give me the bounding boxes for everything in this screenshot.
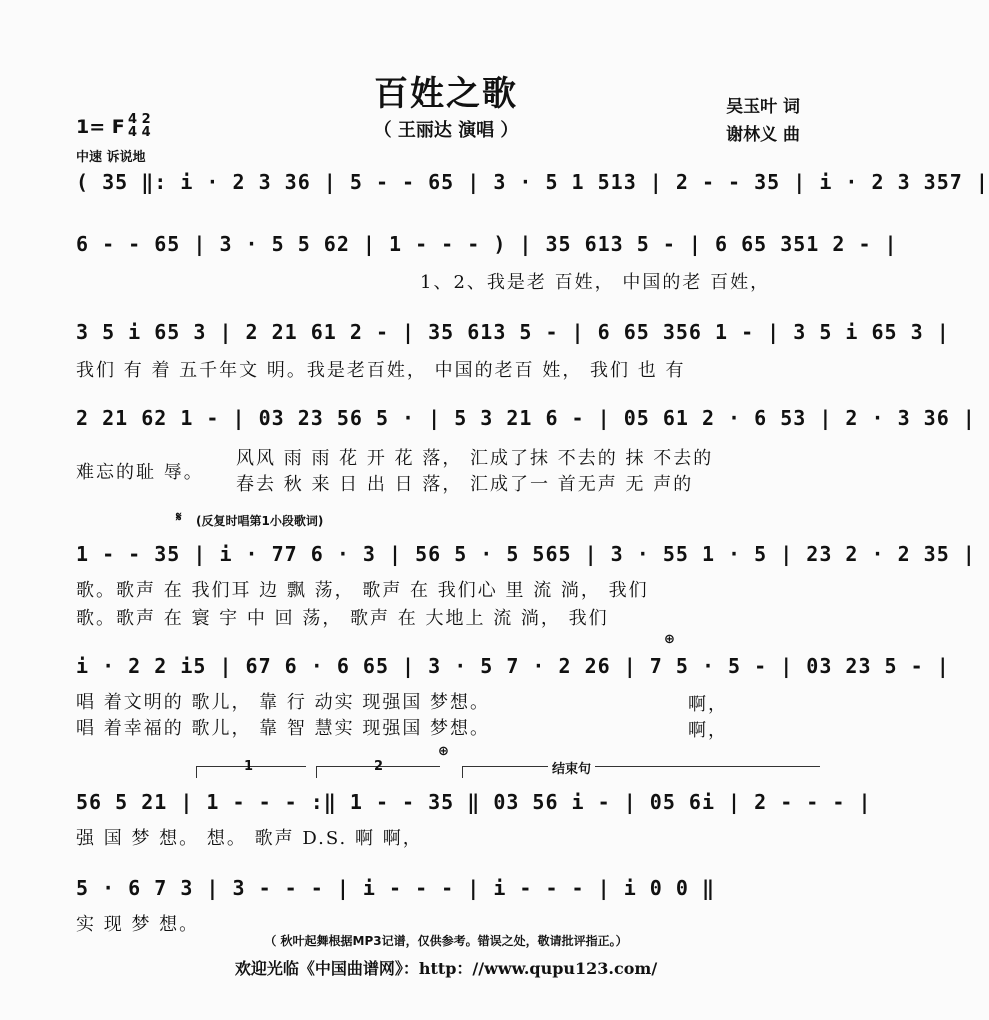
score-line-8: 5 · 6 7 3 | 3 - - - | i - - - | i - - - | i 0 0 ‖ — [76, 876, 716, 900]
ah-lyric-2: 啊， — [688, 720, 728, 741]
lyric-line-6a: 唱 着文明的 歌儿， 靠 行 动实 现强国 梦想。 — [76, 692, 491, 713]
tempo-marking: 中速 诉说地 — [76, 150, 146, 165]
lyric-line-5a: 歌。歌声 在 我们耳 边 飘 荡， 歌声 在 我们心 里 流 淌， 我们 — [76, 580, 649, 601]
lyric-line-6b: 唱 着幸福的 歌儿， 靠 智 慧实 现强国 梦想。 — [76, 718, 491, 739]
time-signature — [128, 113, 151, 139]
score-line-6: i · 2 2 i5 | 67 6 · 6 65 | 3 · 5 7 · 2 26 | 7 5 · 5 - | 03 23 5 - | — [76, 654, 950, 678]
lyric-line-8: 实 现 梦 想。 — [76, 914, 200, 935]
time-sig-bottom: 4 4 — [128, 125, 151, 140]
volta-1-tick — [196, 766, 197, 778]
lyric-line-2: 1、2、我是老 百姓， 中国的老 百姓， — [420, 272, 771, 293]
disclaimer: （ 秋叶起舞根据MP3记谱，仅供参考。错误之处，敬请批评指正。） — [264, 934, 628, 948]
score-line-5: 1 - - 35 | i · 77 6 · 3 | 56 5 · 5 565 | 3 · 55 1 · 5 | 23 2 · 2 35 | — [76, 542, 976, 566]
score-line-2: 6 - - 65 | 3 · 5 5 62 | 1 - - - ) | 35 613 5 - | 6 65 351 2 - | — [76, 232, 898, 256]
volta-1-label: 1 — [244, 759, 254, 774]
ending-label: 结束句 — [548, 758, 595, 777]
lyric-line-5b: 歌。歌声 在 寰 宇 中 回 荡， 歌声 在 大地上 流 淌， 我们 — [76, 608, 609, 629]
singer-credit: （ 王丽达 演唱 ） — [373, 120, 519, 141]
composer-credit: 谢林义 曲 — [726, 125, 800, 145]
score-line-4: 2 21 62 1 - | 03 23 56 5 · | 5 3 21 6 - | 05 61 2 · 6 53 | 2 · 3 36 | — [76, 406, 976, 430]
score-line-7: 56 5 21 | 1 - - - :‖ 1 - - 35 ‖ 03 56 i - | 05 6i | 2 - - - | — [76, 790, 872, 814]
lyric-line-4c: 春去 秋 来 日 出 日 落， 汇成了一 首无声 无 声的 — [236, 474, 694, 495]
volta-2-tick — [316, 766, 317, 778]
repeat-note: (反复时唱第1小段歌词) — [196, 514, 324, 528]
coda-icon: ⊕ — [664, 632, 675, 647]
site-link[interactable]: 欢迎光临《中国曲谱网》：http：//www.qupu123.com/ — [234, 959, 658, 978]
ending-tick — [462, 766, 463, 778]
key-signature: 1= F — [76, 116, 125, 138]
lyric-line-3: 我们 有 着 五千年文 明。我是老百姓， 中国的老百 姓， 我们 也 有 — [76, 360, 686, 381]
score-line-1: ( 35 ‖: i · 2 3 36 | 5 - - 65 | 3 · 5 1 513 | 2 - - 35 | i · 2 3 357 | — [76, 170, 989, 194]
segno-icon: 𝄋 — [176, 510, 182, 525]
lyric-line-4a: 难忘的耻 辱。 — [76, 462, 204, 483]
ah-lyric-1: 啊， — [688, 694, 728, 715]
lyric-line-4b: 风风 雨 雨 花 开 花 落， 汇成了抹 不去的 抹 不去的 — [236, 448, 714, 469]
volta-2-label: 2 — [374, 759, 384, 774]
lyric-line-7: 强 国 梦 想。 想。 歌声 D.S. 啊 啊， — [76, 828, 423, 849]
lyricist-credit: 吴玉叶 词 — [726, 97, 800, 117]
score-line-3: 3 5 i 65 3 | 2 21 61 2 - | 35 613 5 - | 6 65 356 1 - | 3 5 i 65 3 | — [76, 320, 950, 344]
time-sig-top: 4 2 — [128, 112, 151, 127]
ending-bracket — [462, 766, 820, 767]
coda-icon-2: ⊕ — [438, 744, 449, 759]
song-title: 百姓之歌 — [374, 74, 518, 114]
